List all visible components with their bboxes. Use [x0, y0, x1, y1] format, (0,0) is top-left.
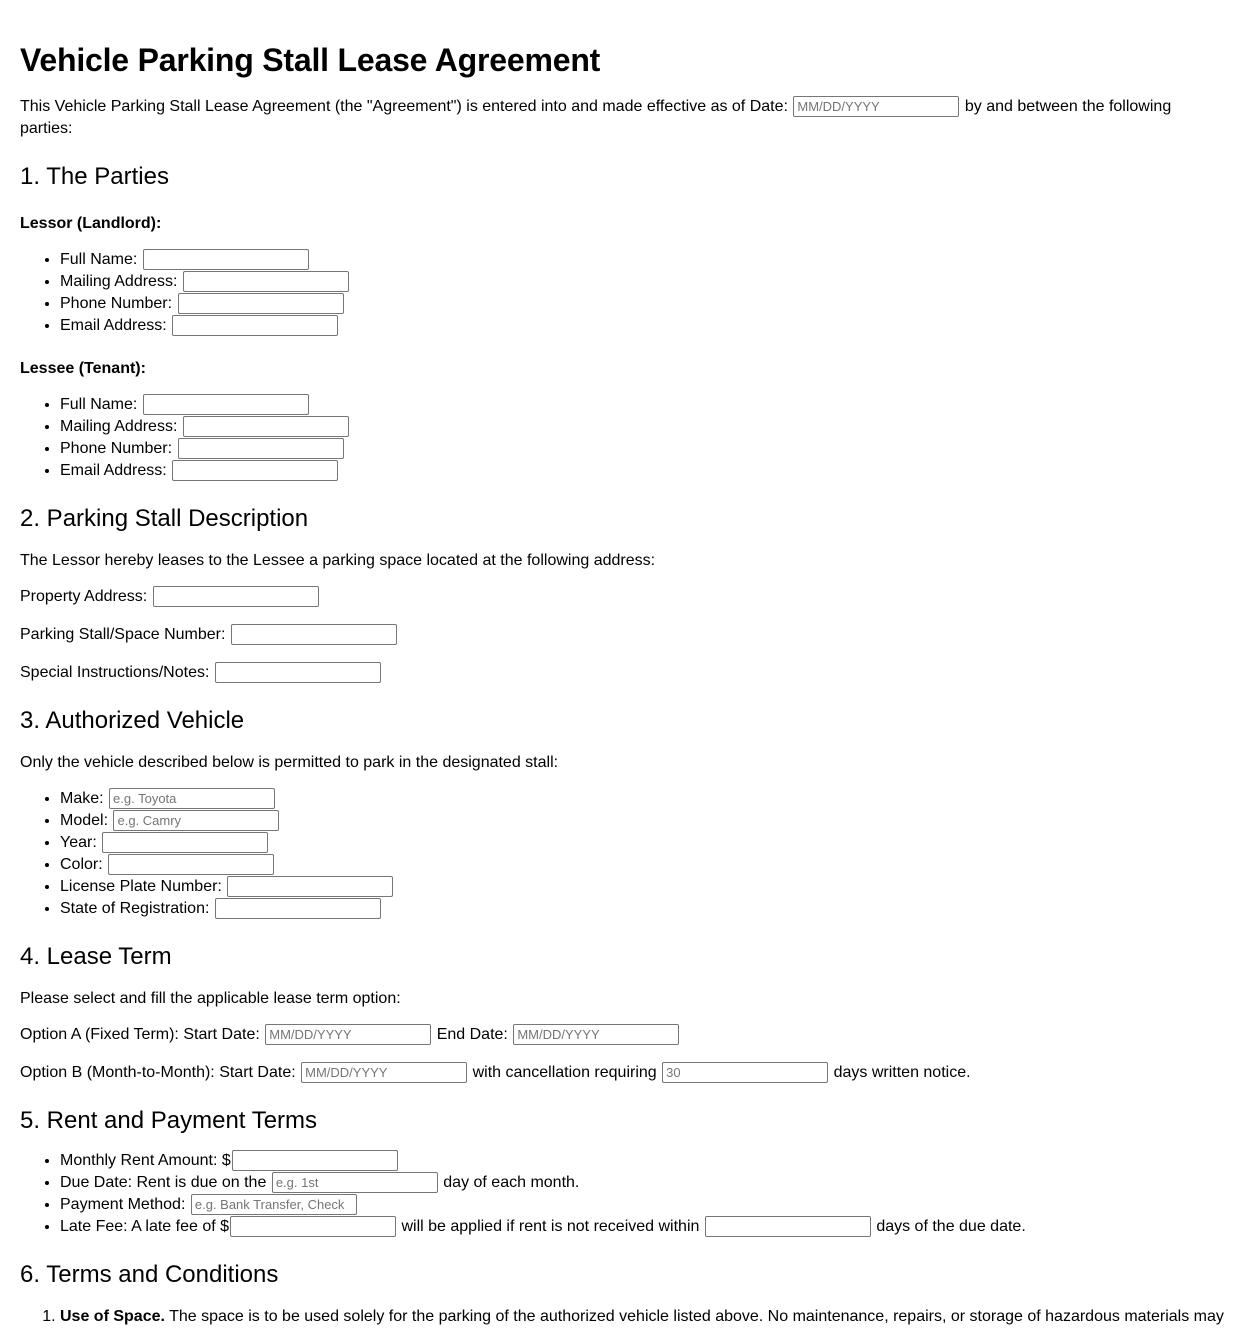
late-fee-amount-input[interactable] — [230, 1216, 396, 1237]
vehicle-year-label: Year: — [60, 834, 97, 851]
list-item — [60, 898, 1227, 920]
list-item — [60, 810, 1227, 832]
special-instructions-label: Special Instructions/Notes: — [20, 664, 210, 681]
option-b-row — [20, 1062, 1227, 1084]
list-item — [60, 1194, 1227, 1216]
list-item — [60, 293, 1227, 315]
list-item — [60, 271, 1227, 293]
term-description: Please select and fill the applicable lease term option: — [20, 990, 401, 1007]
option-a-end-label: End Date: — [436, 1026, 508, 1043]
vehicle-model-label: Model: — [60, 812, 109, 829]
list-item — [60, 1216, 1227, 1238]
section-heading-rent: 5. Rent and Payment Terms — [20, 1107, 318, 1134]
notice-days-input[interactable] — [662, 1062, 828, 1083]
list-item — [60, 832, 1227, 854]
option-a-start-label: Option A (Fixed Term): Start Date: — [20, 1026, 260, 1043]
lessee-full-name-label: Full Name: — [60, 396, 138, 413]
list-item — [60, 416, 1227, 438]
property-address-row — [20, 586, 1227, 608]
lessee-phone-input[interactable] — [178, 438, 344, 459]
list-item — [60, 249, 1227, 271]
list-item — [60, 1150, 1227, 1172]
late-fee-days-input[interactable] — [705, 1216, 871, 1237]
vehicle-description: Only the vehicle described below is permitted to park in the designated stall: — [20, 754, 559, 771]
list-item — [60, 394, 1227, 416]
vehicle-make-label: Make: — [60, 790, 104, 807]
stall-description: The Lessor hereby leases to the Lessee a parking space located at the following address: — [20, 552, 656, 569]
lessee-mailing-address-label: Mailing Address: — [60, 418, 178, 435]
section-heading-vehicle: 3. Authorized Vehicle — [20, 707, 245, 734]
payment-method-label: Payment Method: — [60, 1196, 186, 1213]
lessor-full-name-input[interactable] — [143, 249, 309, 270]
lessor-fields-list — [20, 249, 1227, 337]
lessor-label: Lessor (Landlord): — [20, 215, 162, 232]
lessee-label: Lessee (Tenant): — [20, 360, 146, 377]
section-heading-parties: 1. The Parties — [20, 163, 169, 190]
section-heading-term: 4. Lease Term — [20, 943, 172, 970]
lessor-full-name-label: Full Name: — [60, 251, 138, 268]
condition-text: The space is to be used solely for the parking of the authorized vehicle listed above. No maintenance, repairs, or storage of hazardous materials may — [169, 1308, 1224, 1325]
lessor-email-label: Email Address: — [60, 317, 167, 334]
lessor-phone-input[interactable] — [178, 293, 344, 314]
rent-fields-list — [20, 1150, 1227, 1238]
lessor-email-input[interactable] — [172, 315, 338, 336]
lessee-fields-list — [20, 394, 1227, 482]
list-item — [60, 876, 1227, 898]
lessor-phone-label: Phone Number: — [60, 295, 173, 312]
page-title: Vehicle Parking Stall Lease Agreement — [20, 42, 601, 78]
stall-number-label: Parking Stall/Space Number: — [20, 626, 226, 643]
intro-paragraph — [20, 96, 1227, 140]
lessor-mailing-address-label: Mailing Address: — [60, 273, 178, 290]
vehicle-model-input[interactable] — [113, 810, 279, 831]
option-b-start-label: Option B (Month-to-Month): Start Date: — [20, 1064, 296, 1081]
lessee-full-name-input[interactable] — [143, 394, 309, 415]
section-heading-stall: 2. Parking Stall Description — [20, 505, 309, 532]
option-a-end-date-input[interactable] — [513, 1024, 679, 1045]
lessee-email-input[interactable] — [172, 460, 338, 481]
vehicle-fields-list — [20, 788, 1227, 920]
lessee-mailing-address-input[interactable] — [183, 416, 349, 437]
payment-method-input[interactable] — [191, 1194, 357, 1215]
section-heading-conditions: 6. Terms and Conditions — [20, 1261, 279, 1288]
option-b-suffix-label: days written notice. — [833, 1064, 971, 1081]
stall-number-row — [20, 624, 1227, 646]
intro-text-after: by and between the following parties: — [20, 98, 1172, 137]
property-address-label: Property Address: — [20, 588, 148, 605]
condition-title: Use of Space. — [60, 1308, 165, 1325]
list-item — [60, 315, 1227, 337]
license-plate-label: License Plate Number: — [60, 878, 222, 895]
option-b-cancel-label: with cancellation requiring — [472, 1064, 657, 1081]
special-instructions-input[interactable] — [215, 662, 381, 683]
option-a-start-date-input[interactable] — [265, 1024, 431, 1045]
list-item — [60, 1306, 1227, 1328]
late-fee-label: Late Fee: A late fee of $ — [60, 1218, 230, 1235]
property-address-input[interactable] — [153, 586, 319, 607]
conditions-list — [20, 1306, 1227, 1328]
vehicle-color-input[interactable] — [108, 854, 274, 875]
lessee-email-label: Email Address: — [60, 462, 167, 479]
list-item — [60, 788, 1227, 810]
late-fee-suffix: days of the due date. — [876, 1218, 1026, 1235]
late-fee-middle-label: will be applied if rent is not received within — [401, 1218, 700, 1235]
option-a-row — [20, 1024, 1227, 1046]
monthly-rent-input[interactable] — [232, 1150, 398, 1171]
option-b-start-date-input[interactable] — [301, 1062, 467, 1083]
agreement-document — [0, 41, 1247, 1328]
special-instructions-row — [20, 662, 1227, 684]
vehicle-year-input[interactable] — [102, 832, 268, 853]
list-item — [60, 438, 1227, 460]
intro-text-before: This Vehicle Parking Stall Lease Agreement (the "Agreement") is entered into and made effective as of Date: — [20, 98, 788, 115]
list-item — [60, 854, 1227, 876]
lessee-phone-label: Phone Number: — [60, 440, 173, 457]
vehicle-color-label: Color: — [60, 856, 103, 873]
vehicle-make-input[interactable] — [109, 788, 275, 809]
due-date-suffix: day of each month. — [443, 1174, 580, 1191]
list-item — [60, 1172, 1227, 1194]
license-plate-input[interactable] — [227, 876, 393, 897]
state-registration-label: State of Registration: — [60, 900, 210, 917]
list-item — [60, 460, 1227, 482]
agreement-date-input[interactable] — [793, 96, 959, 117]
state-registration-input[interactable] — [215, 898, 381, 919]
due-date-label: Due Date: Rent is due on the — [60, 1174, 267, 1191]
stall-number-input[interactable] — [231, 624, 397, 645]
lessor-mailing-address-input[interactable] — [183, 271, 349, 292]
due-day-input[interactable] — [272, 1172, 438, 1193]
monthly-rent-label: Monthly Rent Amount: $ — [60, 1152, 231, 1169]
